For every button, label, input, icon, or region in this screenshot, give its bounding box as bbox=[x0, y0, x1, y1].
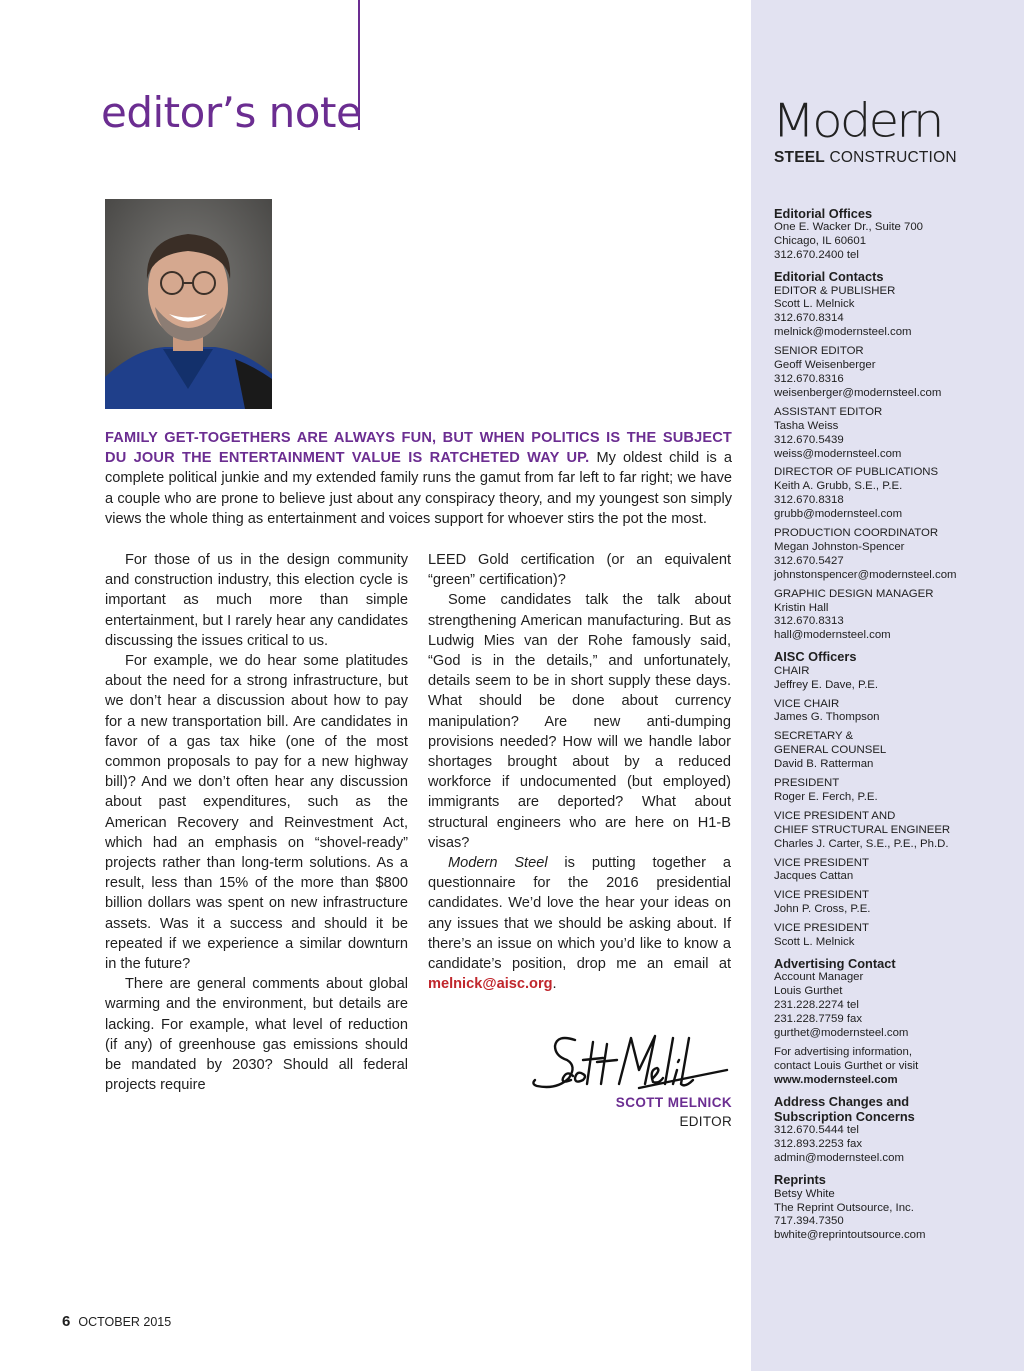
masthead-line: 231.228.2274 tel bbox=[774, 999, 859, 1012]
masthead-line: hall@modernsteel.com bbox=[774, 629, 891, 642]
signature-name: SCOTT MELNICK bbox=[615, 1095, 732, 1110]
masthead-line: weisenberger@modernsteel.com bbox=[774, 386, 942, 399]
masthead-entry bbox=[774, 1046, 1019, 1088]
lead-paragraph bbox=[105, 428, 732, 529]
masthead-line: Megan Johnston-Spencer bbox=[774, 540, 905, 553]
editor-email-link[interactable]: melnick@aisc.org bbox=[428, 976, 553, 993]
masthead-line: 231.228.7759 fax bbox=[774, 1013, 863, 1026]
section-title: editor’s note bbox=[101, 88, 362, 137]
lead-caps: FAMILY GET-TOGETHERS ARE ALWAYS FUN, BUT WHEN POLITICS IS THE SUBJECT DU JOUR THE ENTERTAINMENT VALUE IS RATCHETED WAY UP. bbox=[105, 430, 732, 467]
masthead-line: 312.670.5439 bbox=[774, 433, 844, 446]
column2-paragraph: LEED Gold certification (or an equivalent “green” certification)? bbox=[428, 552, 731, 589]
masthead-section bbox=[774, 206, 1019, 263]
masthead-entry bbox=[774, 698, 1019, 726]
editor-signature bbox=[527, 1030, 732, 1096]
masthead-entry bbox=[774, 527, 1019, 583]
masthead-entry bbox=[774, 1124, 1019, 1166]
column2-paragraph: Some candidates talk the talk about strengthening American manufacturing. But as Ludwig Mies van der Rohe famously said, “God is in the details,” and unfortunately, details seem to be in short supply these days. What should be done about currency manipulation? Are new anti-dumping provisions needed? How will we handle labor shortages brought about by a reduced workforce if undocumented (but employed) immigrants are deported? What about structural engineers who are here on H1-B visas? bbox=[428, 592, 731, 851]
masthead-line: Account Manager bbox=[774, 971, 864, 984]
masthead-heading: Editorial Offices bbox=[774, 206, 873, 221]
masthead-line: weiss@modernsteel.com bbox=[774, 447, 902, 460]
masthead-line: James G. Thompson bbox=[774, 711, 880, 724]
masthead-section bbox=[774, 649, 1019, 950]
masthead-entry bbox=[774, 466, 1019, 522]
masthead-line: VICE PRESIDENT bbox=[774, 856, 869, 869]
masthead-line: 312.893.2253 fax bbox=[774, 1138, 863, 1151]
masthead-line: VICE PRESIDENT AND bbox=[774, 809, 896, 822]
masthead-section bbox=[774, 1094, 1019, 1167]
masthead-line: 312.670.8313 bbox=[774, 615, 844, 628]
masthead-entry bbox=[774, 588, 1019, 644]
masthead-line: 312.670.8318 bbox=[774, 494, 844, 507]
masthead-entry bbox=[774, 971, 1019, 1041]
masthead-line: Scott L. Melnick bbox=[774, 936, 855, 949]
masthead-line: 312.670.2400 tel bbox=[774, 249, 859, 262]
masthead-entry bbox=[774, 922, 1019, 950]
page-footer bbox=[62, 1313, 171, 1330]
masthead-line: 312.670.8316 bbox=[774, 372, 844, 385]
masthead-line: 312.670.5444 tel bbox=[774, 1124, 859, 1137]
masthead-line: Louis Gurthet bbox=[774, 985, 843, 998]
masthead-entry bbox=[774, 345, 1019, 401]
logo-steel: STEEL bbox=[774, 149, 825, 166]
page-number: 6 bbox=[62, 1313, 71, 1330]
masthead-section bbox=[774, 956, 1019, 1088]
masthead-entry bbox=[774, 285, 1019, 341]
masthead bbox=[774, 206, 1019, 1249]
masthead-line: John P. Cross, P.E. bbox=[774, 903, 871, 916]
masthead-heading: Address Changes and Subscription Concerns bbox=[774, 1093, 915, 1125]
masthead-entry bbox=[774, 665, 1019, 693]
column2-text-end: . bbox=[552, 976, 557, 993]
masthead-entry bbox=[774, 221, 1019, 263]
masthead-line: CHIEF STRUCTURAL ENGINEER bbox=[774, 823, 951, 836]
masthead-section bbox=[774, 1172, 1019, 1243]
magazine-name-italic: Modern Steel bbox=[448, 855, 548, 872]
masthead-line: Jeffrey E. Dave, P.E. bbox=[774, 678, 879, 691]
signature-title: EDITOR bbox=[679, 1114, 732, 1129]
masthead-heading: Editorial Contacts bbox=[774, 269, 884, 285]
masthead-entry bbox=[774, 1188, 1019, 1244]
magazine-logo-subtitle bbox=[774, 149, 957, 167]
lead-text: My oldest child is a complete political junkie and my extended family runs the gamut from far left to far right; we have a couple who are prone to believe just about any conspiracy theory, and my youngest son simply views the whole thing as entertainment and voices support for whoever stirs the pot the most. bbox=[105, 450, 732, 527]
masthead-line: ASSISTANT EDITOR bbox=[774, 405, 883, 418]
masthead-line: Betsy White bbox=[774, 1187, 835, 1200]
column1-paragraph: For those of us in the design community and construction industry, this election cycle is important as much more than simple entertainment, but I rarely hear any candidates discussing the issues critical to us. bbox=[105, 552, 408, 649]
masthead-line: gurthet@modernsteel.com bbox=[774, 1027, 909, 1040]
column2-paragraph bbox=[428, 853, 731, 994]
column2-text: is putting together a questionnaire for the 2016 presidential candidates. We’d love the hear your ideas on any issues that we should be asking about. If there’s an issue on which you’d like to know a candidate’s position, drop me an email at bbox=[428, 855, 731, 973]
masthead-line: Charles J. Carter, S.E., P.E., Ph.D. bbox=[774, 837, 949, 850]
masthead-heading: Advertising Contact bbox=[774, 956, 896, 971]
masthead-line: Roger E. Ferch, P.E. bbox=[774, 790, 878, 803]
logo-construction: CONSTRUCTION bbox=[824, 149, 957, 166]
masthead-entry bbox=[774, 889, 1019, 917]
masthead-line: bwhite@reprintoutsource.com bbox=[774, 1229, 926, 1242]
masthead-line: Keith A. Grubb, S.E., P.E. bbox=[774, 480, 903, 493]
masthead-line: PRODUCTION COORDINATOR bbox=[774, 527, 939, 540]
masthead-heading: Reprints bbox=[774, 1172, 826, 1188]
masthead-line: Tasha Weiss bbox=[774, 419, 839, 432]
masthead-line: For advertising information, bbox=[774, 1045, 913, 1058]
masthead-line: 312.670.8314 bbox=[774, 312, 844, 325]
website-link[interactable]: www.modernsteel.com bbox=[774, 1073, 898, 1086]
magazine-logo-modern: Modern bbox=[772, 94, 942, 148]
masthead-section bbox=[774, 269, 1019, 643]
masthead-line: Jacques Cattan bbox=[774, 870, 854, 883]
masthead-entry bbox=[774, 406, 1019, 462]
masthead-heading: AISC Officers bbox=[774, 649, 857, 665]
masthead-line: DIRECTOR OF PUBLICATIONS bbox=[774, 466, 939, 479]
masthead-line: PRESIDENT bbox=[774, 777, 840, 790]
masthead-line: VICE PRESIDENT bbox=[774, 889, 869, 902]
body-column-1 bbox=[105, 550, 408, 1095]
masthead-line: johnstonspencer@modernsteel.com bbox=[774, 568, 957, 581]
masthead-entry bbox=[774, 777, 1019, 805]
masthead-line: VICE PRESIDENT bbox=[774, 922, 869, 935]
masthead-line: GENERAL COUNSEL bbox=[774, 744, 887, 757]
issue-date: OCTOBER 2015 bbox=[78, 1315, 172, 1329]
masthead-line: SENIOR EDITOR bbox=[774, 345, 864, 358]
masthead-line: Chicago, IL 60601 bbox=[774, 235, 867, 248]
masthead-line: David B. Ratterman bbox=[774, 758, 874, 771]
masthead-line: CHAIR bbox=[774, 664, 810, 677]
masthead-line: 717.394.7350 bbox=[774, 1215, 844, 1228]
masthead-line: 312.670.5427 bbox=[774, 554, 844, 567]
masthead-line: SECRETARY & bbox=[774, 730, 854, 743]
body-column-2 bbox=[428, 550, 731, 994]
masthead-line: admin@modernsteel.com bbox=[774, 1152, 904, 1165]
masthead-line: VICE CHAIR bbox=[774, 697, 840, 710]
masthead-entry bbox=[774, 730, 1019, 772]
masthead-line: grubb@modernsteel.com bbox=[774, 508, 903, 521]
masthead-entry bbox=[774, 857, 1019, 885]
masthead-line: Geoff Weisenberger bbox=[774, 359, 876, 372]
editor-photo bbox=[105, 199, 272, 409]
masthead-line: EDITOR & PUBLISHER bbox=[774, 284, 896, 297]
masthead-line: Scott L. Melnick bbox=[774, 298, 855, 311]
masthead-line: The Reprint Outsource, Inc. bbox=[774, 1201, 914, 1214]
column1-paragraph: There are general comments about global warming and the environment, but details are lacking. For example, what level of reduction (if any) of greenhouse gas emissions should be mandated by 2030? Should all federal projects require bbox=[105, 976, 408, 1094]
masthead-line: Kristin Hall bbox=[774, 601, 829, 614]
masthead-line: melnick@modernsteel.com bbox=[774, 326, 912, 339]
masthead-line: contact Louis Gurthet or visit bbox=[774, 1059, 919, 1072]
masthead-line: One E. Wacker Dr., Suite 700 bbox=[774, 221, 923, 234]
column1-paragraph: For example, we do hear some platitudes about the need for a strong infrastructure, but we don’t hear a discussion about how to pay for a new transportation bill. Are candidates in favor of a gas tax hike (one of the most common proposals to pay for a new highway bill)? And we don’t often hear any discussion about past expenditures, such as the American Recovery and Reinvestment Act, which had an emphasis on “shovel-ready” projects rather than long-term solutions. As a result, less than 15% of the more than $800 billion dollars was spent on new infrastructure assets. Was it a success and should it be repeated if we experience a similar downturn in the future? bbox=[105, 653, 408, 973]
masthead-entry bbox=[774, 810, 1019, 852]
masthead-line: GRAPHIC DESIGN MANAGER bbox=[774, 587, 934, 600]
